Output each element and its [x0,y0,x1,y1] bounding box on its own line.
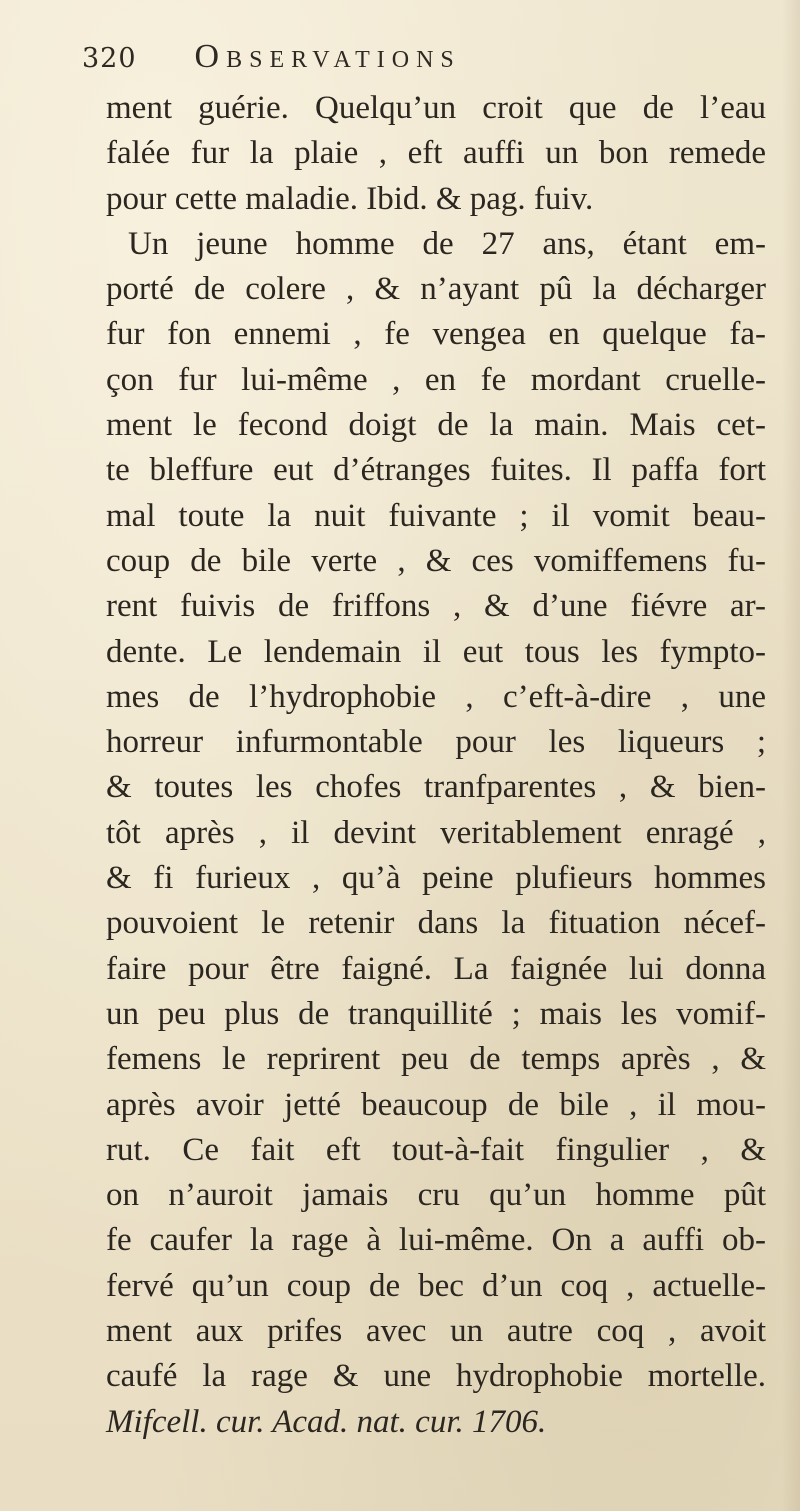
text-line: & toutes les chofes tranfparentes , & bien- [106,769,766,806]
body-text [106,86,766,1445]
text-line: çon fur lui-même , en fe mordant cruelle- [106,361,766,398]
text-line: dente. Le lendemain il eut tous les fympto- [106,633,766,670]
text-line: fe caufer la rage à lui-même. On a auffi ob- [106,1222,766,1259]
text-line: fur fon ennemi , fe vengea en quelque fa- [106,316,766,353]
page-number: 320 [82,43,137,74]
text-line: pouvoient le retenir dans la fituation nécef- [106,905,766,942]
text-line: rut. Ce fait eft tout-à-fait fingulier , & [106,1131,766,1168]
text-line: te bleffure eut d’étranges fuites. Il paffa fort [106,452,766,489]
text-line: coup de bile verte , & ces vomiffemens fu- [106,542,766,579]
text-line: après avoir jetté beaucoup de bile , il mou- [106,1086,766,1123]
page-edge-shadow [782,0,800,1511]
text-line: Un jeune homme de 27 ans, étant em- [128,225,766,262]
text-line: tôt après , il devint veritablement enragé , [106,814,766,851]
text-line: faire pour être faigné. La faignée lui donna [106,950,766,987]
text-line: ment guérie. Quelqu’un croit que de l’eau [106,90,766,126]
text-line: pour cette maladie. Ibid. & pag. fuiv. [106,180,594,217]
text-line: ment aux prifes avec un autre coq , avoit [106,1313,766,1350]
text-line: ment le fecond doigt de la main. Mais cet- [106,407,766,444]
text-line: falée fur la plaie , eft auffi un bon remede [106,135,766,172]
text-line: horreur infurmontable pour les liqueurs ; [106,724,766,761]
page-header [82,38,772,92]
text-line: femens le reprirent peu de temps après , & [106,1041,766,1078]
text-line: rent fuivis de friffons , & d’une fiévre ar- [106,588,766,625]
text-line: caufé la rage & une hydrophobie mortelle. [106,1358,766,1395]
text-line: & fi furieux , qu’à peine plufieurs hommes [106,860,766,897]
text-line: un peu plus de tranquillité ; mais les vomif- [106,995,766,1032]
text-line: porté de colere , & n’ayant pû la décharger [106,271,766,308]
text-line: mes de l’hydrophobie , c’eft-à-dire , une [106,678,766,715]
text-line: fervé qu’un coup de bec d’un coq , actuelle- [106,1267,766,1304]
text-line: on n’auroit jamais cru qu’un homme pût [106,1177,766,1214]
text-line: mal toute la nuit fuivante ; il vomit beau- [106,497,766,534]
running-title: Observations [194,38,461,75]
citation-line: Mifcell. cur. Acad. nat. cur. 1706. [106,1403,547,1440]
